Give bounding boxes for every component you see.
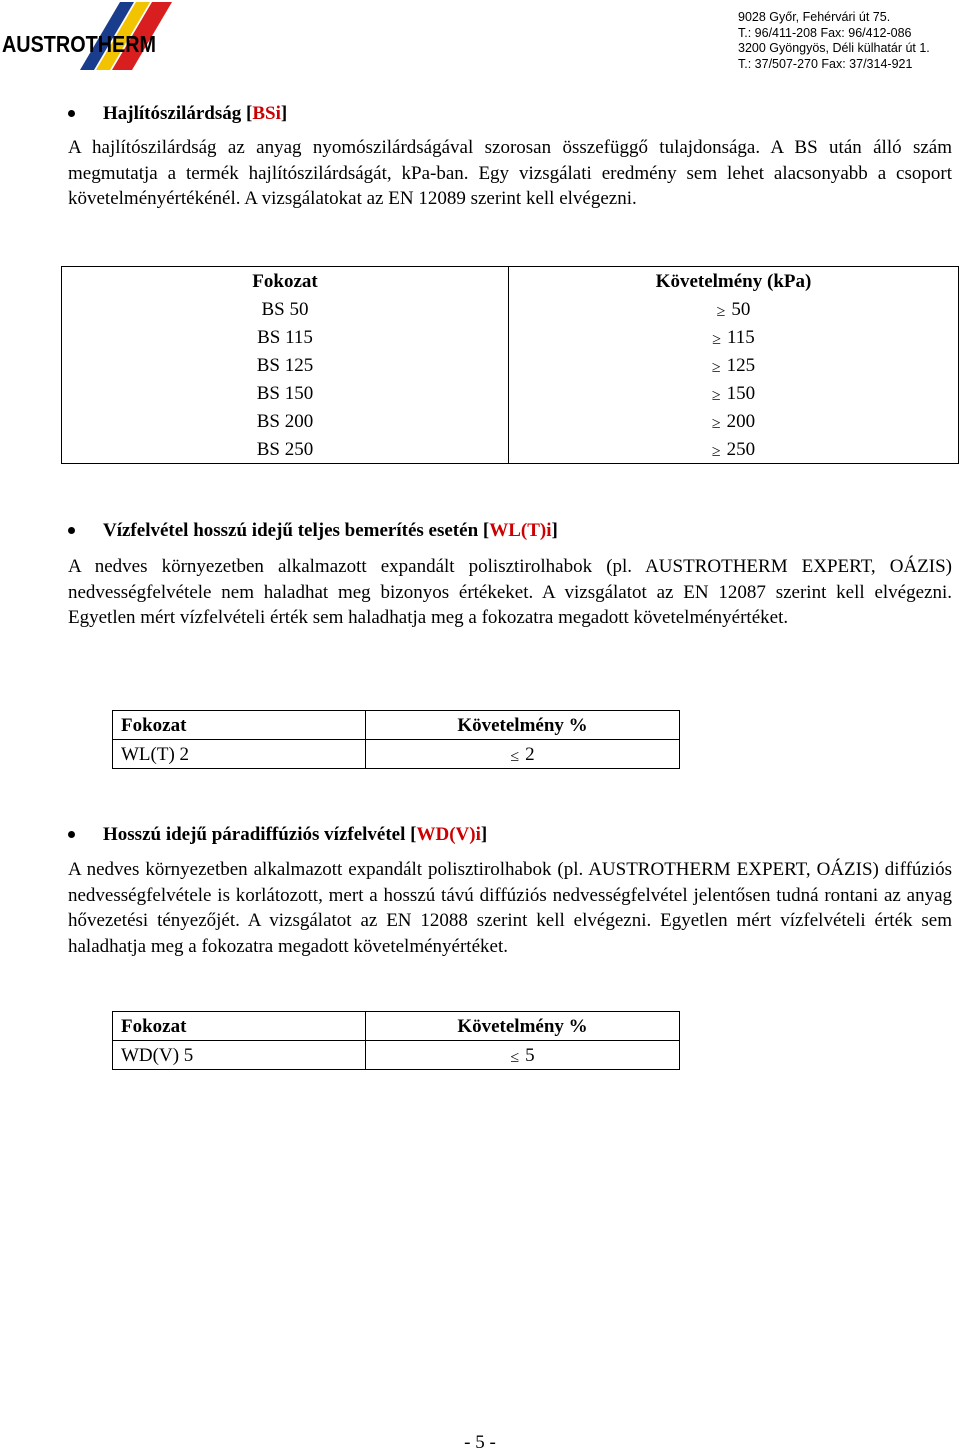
table-header-cell: Fokozat (62, 267, 509, 296)
heading-code: BSi (252, 103, 281, 124)
requirement-cell: ≥ 50 (509, 295, 959, 323)
table-row (62, 323, 959, 351)
section-heading: Vízfelvétel hosszú idejű teljes bemerítés esetén [WL(T)i] (68, 518, 952, 543)
table-row (62, 379, 959, 407)
section-heading: Hajlítószilárdság [BSi] (68, 101, 952, 126)
grade-cell: BS 125 (62, 351, 509, 379)
leq-icon: ≤ (510, 747, 520, 765)
phone-line: T.: 96/411-208 Fax: 96/412-086 (738, 25, 912, 40)
table-header-cell: Követelmény % (366, 1012, 680, 1041)
geq-icon: ≥ (712, 330, 721, 348)
table-header-row (62, 267, 959, 296)
requirement-cell: ≥ 150 (509, 379, 959, 407)
requirement-cell: ≤ 2 (366, 740, 680, 769)
table-header-cell: Követelmény (kPa) (509, 267, 959, 296)
section-water-absorption-immersion (68, 518, 952, 631)
table-row (62, 351, 959, 379)
geq-icon: ≥ (711, 386, 721, 404)
page-number: - 5 - (464, 1432, 496, 1453)
geq-icon: ≥ (716, 302, 726, 320)
table-header-row (113, 711, 680, 740)
table-row (62, 295, 959, 323)
section-heading: Hosszú idejű páradiffúziós vízfelvétel [WD(V)i] (68, 822, 952, 847)
leq-icon: ≤ (510, 1048, 520, 1066)
section-flexural-strength (68, 101, 952, 212)
grade-cell: BS 115 (62, 323, 509, 351)
table-row (62, 407, 959, 435)
requirement-cell: ≤ 5 (366, 1041, 680, 1070)
table-header-cell: Fokozat (113, 1012, 366, 1041)
geq-icon: ≥ (711, 358, 721, 376)
requirement-cell: ≥ 125 (509, 351, 959, 379)
bullet-icon (68, 831, 75, 838)
grade-cell: BS 250 (62, 435, 509, 464)
address-line: 9028 Győr, Fehérvári út 75. (738, 10, 891, 24)
table-row (113, 740, 680, 769)
geq-icon: ≥ (711, 442, 721, 460)
table-row (113, 1041, 680, 1070)
grade-cell: BS 50 (62, 295, 509, 323)
grade-cell: WL(T) 2 (113, 740, 366, 769)
requirement-cell: ≥ 115 (509, 323, 959, 351)
table-header-row (113, 1012, 680, 1041)
section-paragraph: A nedves környezetben alkalmazott expandált polisztirolhabok (pl. AUSTROTHERM EXPERT, OÁZIS) diffúziós nedvességfelvétele is korlátozott, mert a hosszú távú diffúziós nedvességfelvétel jelentősen tudná rontani az anyag hővezetési tényezőjét. A vizsgálatot az EN 12088 szerint kell elvégezni. Egyetlen mért vízfelvételi érték sem haladhatja meg a fokozatra megadott követelményértéket. (68, 859, 952, 957)
requirement-cell: ≥ 250 (509, 435, 959, 464)
bullet-icon (68, 110, 75, 117)
heading-code: WD(V)i (416, 824, 481, 845)
section-paragraph: A hajlítószilárdság az anyag nyomószilárdságával szorosan összefüggő tulajdonsága. A BS után álló szám megmutatja a termék hajlítószilárdságát, kPa-ban. Egy vizsgálati eredmény sem lehet alacsonyabb a csoport követelményértékénél. A vizsgálatokat az EN 12089 szerint kell elvégezni. (68, 137, 952, 209)
bullet-icon (68, 527, 75, 534)
logo-text: AUSTROTHERM (2, 31, 156, 57)
grade-cell: BS 200 (62, 407, 509, 435)
grade-cell: BS 150 (62, 379, 509, 407)
heading-code: WL(T)i (489, 520, 552, 541)
austrotherm-logo (0, 0, 175, 72)
requirement-cell: ≥ 200 (509, 407, 959, 435)
grade-cell: WD(V) 5 (113, 1041, 366, 1070)
address-line: 3200 Gyöngyös, Déli külhatár út 1. (738, 41, 930, 55)
bs-requirements-table (61, 266, 959, 464)
section-vapour-diffusion (68, 822, 952, 959)
wl-requirements-table (112, 710, 680, 769)
table-header-cell: Követelmény % (366, 711, 680, 740)
section-paragraph: A nedves környezetben alkalmazott expandált polisztirolhabok (pl. AUSTROTHERM EXPERT, OÁZIS) nedvességfelvétele nem haladhat meg bizonyos értékeket. A vizsgálatot az EN 12087 szerint kell elvégezni. Egyetlen mért vízfelvételi érték sem haladhatja meg a fokozatra megadott követelményértéket. (68, 556, 952, 628)
geq-icon: ≥ (711, 414, 721, 432)
table-row (62, 435, 959, 464)
phone-line: T.: 37/507-270 Fax: 37/314-921 (738, 56, 913, 71)
company-address (738, 10, 930, 72)
table-header-cell: Fokozat (113, 711, 366, 740)
wd-requirements-table (112, 1011, 680, 1070)
